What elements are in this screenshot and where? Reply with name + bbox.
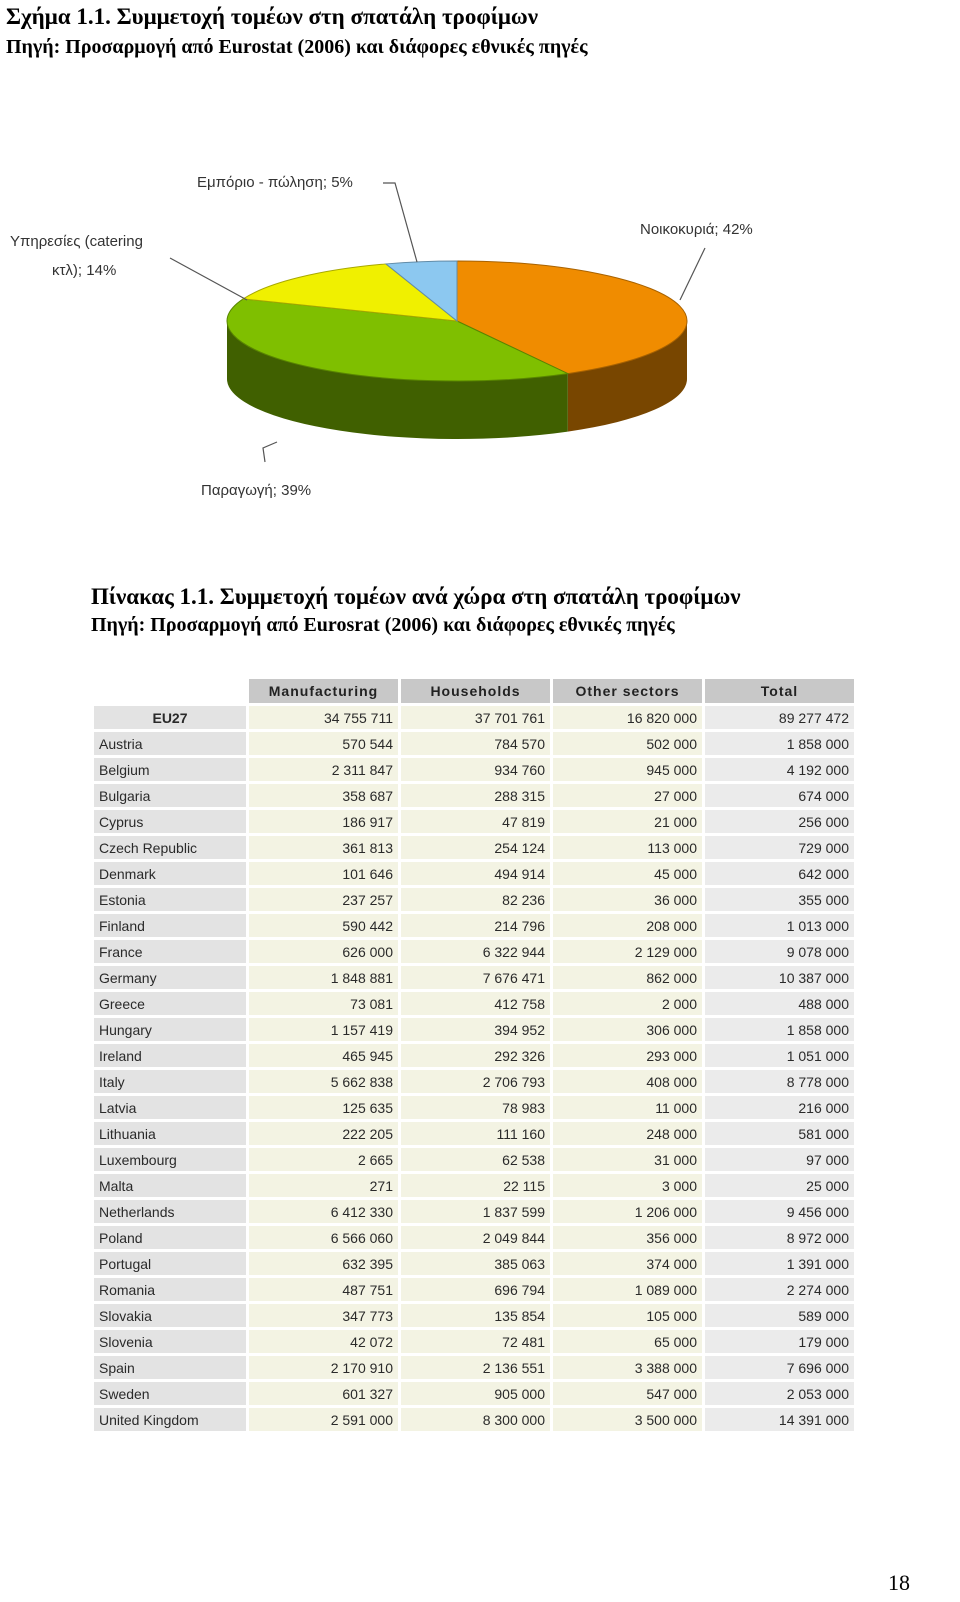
value-cell: 89 277 472 xyxy=(705,706,854,729)
country-cell: Denmark xyxy=(94,862,246,885)
country-cell: Cyprus xyxy=(94,810,246,833)
table-row xyxy=(94,784,854,807)
value-cell: 1 858 000 xyxy=(705,1018,854,1041)
value-cell: 135 854 xyxy=(401,1304,550,1327)
table-row xyxy=(94,1278,854,1301)
page-number: 18 xyxy=(888,1570,910,1595)
value-cell: 2 170 910 xyxy=(249,1356,398,1379)
table-row xyxy=(94,1330,854,1353)
value-cell: 361 813 xyxy=(249,836,398,859)
value-cell: 72 481 xyxy=(401,1330,550,1353)
value-cell: 62 538 xyxy=(401,1148,550,1171)
pie-label-services-line2: κτλ); 14% xyxy=(52,262,117,279)
country-cell: Spain xyxy=(94,1356,246,1379)
value-cell: 3 000 xyxy=(553,1174,702,1197)
value-cell: 1 089 000 xyxy=(553,1278,702,1301)
value-cell: 5 662 838 xyxy=(249,1070,398,1093)
table-row xyxy=(94,966,854,989)
value-cell: 7 676 471 xyxy=(401,966,550,989)
table-row xyxy=(94,940,854,963)
value-cell: 1 013 000 xyxy=(705,914,854,937)
table-header-corner xyxy=(94,679,246,703)
value-cell: 2 311 847 xyxy=(249,758,398,781)
value-cell: 465 945 xyxy=(249,1044,398,1067)
table-row xyxy=(94,888,854,911)
value-cell: 34 755 711 xyxy=(249,706,398,729)
country-cell: Bulgaria xyxy=(94,784,246,807)
value-cell: 784 570 xyxy=(401,732,550,755)
leader-line xyxy=(263,442,277,462)
pie-label-trade: Εμπόριο - πώληση; 5% xyxy=(197,174,353,191)
food-waste-table-container xyxy=(91,676,857,1434)
pie-label-services-line1: Υπηρεσίες (catering xyxy=(10,233,143,250)
value-cell: 8 972 000 xyxy=(705,1226,854,1249)
food-waste-table xyxy=(91,676,857,1434)
value-cell: 2 000 xyxy=(553,992,702,1015)
value-cell: 293 000 xyxy=(553,1044,702,1067)
table-source: Πηγή: Προσαρμογή από Eurosrat (2006) και διάφορες εθνικές πηγές xyxy=(91,614,675,636)
value-cell: 356 000 xyxy=(553,1226,702,1249)
country-cell: Ireland xyxy=(94,1044,246,1067)
value-cell: 674 000 xyxy=(705,784,854,807)
value-cell: 696 794 xyxy=(401,1278,550,1301)
value-cell: 394 952 xyxy=(401,1018,550,1041)
value-cell: 412 758 xyxy=(401,992,550,1015)
pie-label-households: Νοικοκυριά; 42% xyxy=(640,221,753,238)
country-cell: Greece xyxy=(94,992,246,1015)
value-cell: 9 078 000 xyxy=(705,940,854,963)
value-cell: 408 000 xyxy=(553,1070,702,1093)
value-cell: 1 837 599 xyxy=(401,1200,550,1223)
country-cell: Poland xyxy=(94,1226,246,1249)
value-cell: 626 000 xyxy=(249,940,398,963)
country-cell: Slovakia xyxy=(94,1304,246,1327)
country-cell: France xyxy=(94,940,246,963)
value-cell: 14 391 000 xyxy=(705,1408,854,1431)
value-cell: 16 820 000 xyxy=(553,706,702,729)
value-cell: 105 000 xyxy=(553,1304,702,1327)
value-cell: 65 000 xyxy=(553,1330,702,1353)
value-cell: 6 412 330 xyxy=(249,1200,398,1223)
value-cell: 25 000 xyxy=(705,1174,854,1197)
table-row xyxy=(94,758,854,781)
country-cell: Romania xyxy=(94,1278,246,1301)
table-row xyxy=(94,1174,854,1197)
value-cell: 385 063 xyxy=(401,1252,550,1275)
table-row xyxy=(94,1148,854,1171)
value-cell: 11 000 xyxy=(553,1096,702,1119)
value-cell: 216 000 xyxy=(705,1096,854,1119)
value-cell: 73 081 xyxy=(249,992,398,1015)
figure-source: Πηγή: Προσαρμογή από Eurostat (2006) και διάφορες εθνικές πηγές xyxy=(6,36,588,58)
value-cell: 22 115 xyxy=(401,1174,550,1197)
value-cell: 4 192 000 xyxy=(705,758,854,781)
leader-line xyxy=(680,248,705,300)
country-cell: Slovenia xyxy=(94,1330,246,1353)
pie-slices xyxy=(227,261,687,381)
value-cell: 488 000 xyxy=(705,992,854,1015)
country-cell: Italy xyxy=(94,1070,246,1093)
value-cell: 9 456 000 xyxy=(705,1200,854,1223)
value-cell: 945 000 xyxy=(553,758,702,781)
table-row xyxy=(94,1044,854,1067)
value-cell: 347 773 xyxy=(249,1304,398,1327)
value-cell: 214 796 xyxy=(401,914,550,937)
country-cell: Estonia xyxy=(94,888,246,911)
figure-caption: Σχήμα 1.1. Συμμετοχή τομέων στη σπατάλη τροφίμων xyxy=(6,4,538,29)
value-cell: 1 157 419 xyxy=(249,1018,398,1041)
leader-line xyxy=(383,183,417,262)
value-cell: 590 442 xyxy=(249,914,398,937)
table-row xyxy=(94,836,854,859)
country-cell: Lithuania xyxy=(94,1122,246,1145)
country-cell: Czech Republic xyxy=(94,836,246,859)
value-cell: 82 236 xyxy=(401,888,550,911)
country-cell: Belgium xyxy=(94,758,246,781)
table-body xyxy=(94,706,854,1431)
value-cell: 208 000 xyxy=(553,914,702,937)
value-cell: 27 000 xyxy=(553,784,702,807)
value-cell: 45 000 xyxy=(553,862,702,885)
table-row xyxy=(94,1122,854,1145)
value-cell: 2 053 000 xyxy=(705,1382,854,1405)
value-cell: 862 000 xyxy=(553,966,702,989)
value-cell: 1 391 000 xyxy=(705,1252,854,1275)
value-cell: 581 000 xyxy=(705,1122,854,1145)
value-cell: 1 848 881 xyxy=(249,966,398,989)
pie-chart xyxy=(0,150,960,520)
country-cell: Germany xyxy=(94,966,246,989)
value-cell: 97 000 xyxy=(705,1148,854,1171)
value-cell: 111 160 xyxy=(401,1122,550,1145)
country-cell: Hungary xyxy=(94,1018,246,1041)
value-cell: 186 917 xyxy=(249,810,398,833)
value-cell: 487 751 xyxy=(249,1278,398,1301)
value-cell: 6 566 060 xyxy=(249,1226,398,1249)
value-cell: 494 914 xyxy=(401,862,550,885)
value-cell: 1 206 000 xyxy=(553,1200,702,1223)
value-cell: 3 500 000 xyxy=(553,1408,702,1431)
table-row xyxy=(94,1226,854,1249)
table-row xyxy=(94,810,854,833)
value-cell: 2 274 000 xyxy=(705,1278,854,1301)
value-cell: 2 591 000 xyxy=(249,1408,398,1431)
value-cell: 222 205 xyxy=(249,1122,398,1145)
table-caption: Πίνακας 1.1. Συμμετοχή τομέων ανά χώρα στη σπατάλη τροφίμων xyxy=(91,584,741,609)
table-row xyxy=(94,1356,854,1379)
table-row xyxy=(94,732,854,755)
value-cell: 2 665 xyxy=(249,1148,398,1171)
leader-line xyxy=(170,258,247,300)
table-row xyxy=(94,914,854,937)
value-cell: 2 136 551 xyxy=(401,1356,550,1379)
pie-label-production: Παραγωγή; 39% xyxy=(201,482,312,499)
value-cell: 7 696 000 xyxy=(705,1356,854,1379)
table-row xyxy=(94,1018,854,1041)
country-cell: Netherlands xyxy=(94,1200,246,1223)
value-cell: 248 000 xyxy=(553,1122,702,1145)
table-row xyxy=(94,1408,854,1431)
value-cell: 113 000 xyxy=(553,836,702,859)
value-cell: 547 000 xyxy=(553,1382,702,1405)
country-cell: Latvia xyxy=(94,1096,246,1119)
value-cell: 1 858 000 xyxy=(705,732,854,755)
table-header-row xyxy=(94,679,854,703)
value-cell: 1 051 000 xyxy=(705,1044,854,1067)
value-cell: 3 388 000 xyxy=(553,1356,702,1379)
value-cell: 729 000 xyxy=(705,836,854,859)
value-cell: 237 257 xyxy=(249,888,398,911)
value-cell: 570 544 xyxy=(249,732,398,755)
table-row xyxy=(94,1096,854,1119)
value-cell: 306 000 xyxy=(553,1018,702,1041)
header-households: Households xyxy=(401,679,550,703)
value-cell: 6 322 944 xyxy=(401,940,550,963)
value-cell: 254 124 xyxy=(401,836,550,859)
country-cell: Portugal xyxy=(94,1252,246,1275)
value-cell: 21 000 xyxy=(553,810,702,833)
value-cell: 601 327 xyxy=(249,1382,398,1405)
value-cell: 31 000 xyxy=(553,1148,702,1171)
country-cell: Austria xyxy=(94,732,246,755)
value-cell: 355 000 xyxy=(705,888,854,911)
value-cell: 78 983 xyxy=(401,1096,550,1119)
table-row xyxy=(94,706,854,729)
value-cell: 101 646 xyxy=(249,862,398,885)
value-cell: 358 687 xyxy=(249,784,398,807)
table-row xyxy=(94,1200,854,1223)
country-cell: United Kingdom xyxy=(94,1408,246,1431)
value-cell: 256 000 xyxy=(705,810,854,833)
value-cell: 2 129 000 xyxy=(553,940,702,963)
country-cell: Finland xyxy=(94,914,246,937)
value-cell: 292 326 xyxy=(401,1044,550,1067)
header-total: Total xyxy=(705,679,854,703)
header-manufacturing: Manufacturing xyxy=(249,679,398,703)
country-cell: Malta xyxy=(94,1174,246,1197)
table-row xyxy=(94,1304,854,1327)
value-cell: 632 395 xyxy=(249,1252,398,1275)
value-cell: 125 635 xyxy=(249,1096,398,1119)
table-row xyxy=(94,1070,854,1093)
value-cell: 36 000 xyxy=(553,888,702,911)
value-cell: 642 000 xyxy=(705,862,854,885)
table-row xyxy=(94,1382,854,1405)
value-cell: 10 387 000 xyxy=(705,966,854,989)
value-cell: 288 315 xyxy=(401,784,550,807)
value-cell: 8 300 000 xyxy=(401,1408,550,1431)
country-cell: Luxembourg xyxy=(94,1148,246,1171)
country-cell: EU27 xyxy=(94,706,246,729)
table-row xyxy=(94,992,854,1015)
value-cell: 2 706 793 xyxy=(401,1070,550,1093)
value-cell: 374 000 xyxy=(553,1252,702,1275)
table-row xyxy=(94,1252,854,1275)
table-row xyxy=(94,862,854,885)
value-cell: 934 760 xyxy=(401,758,550,781)
value-cell: 8 778 000 xyxy=(705,1070,854,1093)
value-cell: 42 072 xyxy=(249,1330,398,1353)
value-cell: 502 000 xyxy=(553,732,702,755)
value-cell: 47 819 xyxy=(401,810,550,833)
value-cell: 271 xyxy=(249,1174,398,1197)
value-cell: 2 049 844 xyxy=(401,1226,550,1249)
value-cell: 37 701 761 xyxy=(401,706,550,729)
value-cell: 179 000 xyxy=(705,1330,854,1353)
country-cell: Sweden xyxy=(94,1382,246,1405)
value-cell: 589 000 xyxy=(705,1304,854,1327)
header-other-sectors: Other sectors xyxy=(553,679,702,703)
value-cell: 905 000 xyxy=(401,1382,550,1405)
